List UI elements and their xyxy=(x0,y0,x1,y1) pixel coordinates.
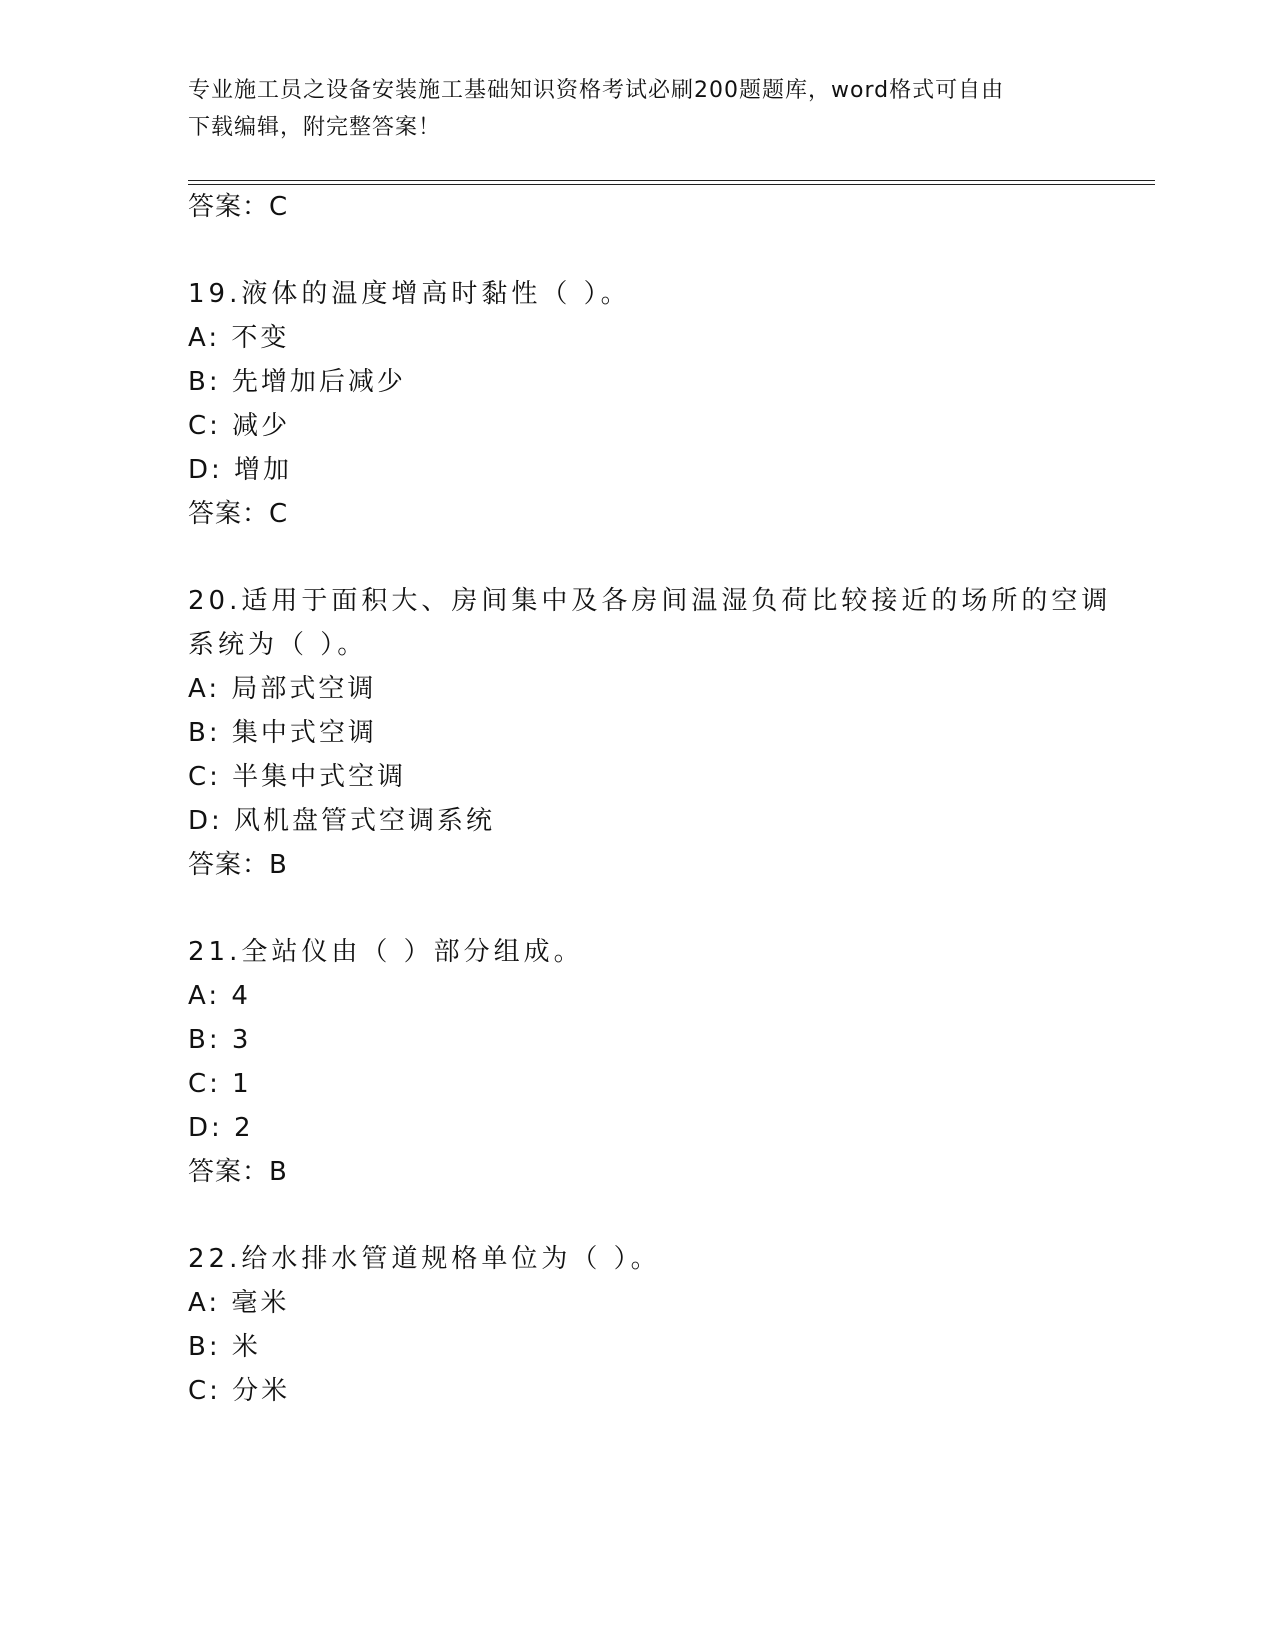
option-19-c: C: 减少 xyxy=(188,411,291,441)
option-21-d: D: 2 xyxy=(188,1113,254,1143)
option-21-c: C: 1 xyxy=(188,1069,252,1099)
option-19-a: A: 不变 xyxy=(188,323,290,353)
option-20-c: C: 半集中式空调 xyxy=(188,762,407,792)
option-20-d: D: 风机盘管式空调系统 xyxy=(188,806,496,836)
answer-18: 答案：C xyxy=(188,192,289,222)
answer-20: 答案：B xyxy=(188,850,288,880)
question-21: 21.全站仪由（ ）部分组成。 xyxy=(188,937,584,967)
question-22: 22.给水排水管道规格单位为（ ）。 xyxy=(188,1244,661,1274)
option-21-a: A: 4 xyxy=(188,981,251,1011)
header-line-1: 专业施工员之设备安装施工基础知识资格考试必刷200题题库，word格式可自由 xyxy=(188,78,1005,103)
option-22-a: A: 毫米 xyxy=(188,1288,290,1318)
document-header xyxy=(188,72,1088,146)
question-19: 19.液体的温度增高时黏性（ ）。 xyxy=(188,279,631,309)
question-20-line-2: 系统为（ ）。 xyxy=(188,630,368,660)
header-divider xyxy=(188,180,1155,185)
option-20-a: A: 局部式空调 xyxy=(188,674,377,704)
option-19-d: D: 增加 xyxy=(188,455,293,485)
option-21-b: B: 3 xyxy=(188,1025,252,1055)
option-22-b: B: 米 xyxy=(188,1332,261,1362)
question-20-line-1: 20.适用于面积大、房间集中及各房间温湿负荷比较接近的场所的空调 xyxy=(188,586,1112,616)
answer-21: 答案：B xyxy=(188,1157,288,1187)
option-22-c: C: 分米 xyxy=(188,1376,291,1406)
answer-19: 答案：C xyxy=(188,499,289,529)
header-line-2: 下载编辑，附完整答案！ xyxy=(188,115,442,140)
option-20-b: B: 集中式空调 xyxy=(188,718,377,748)
option-19-b: B: 先增加后减少 xyxy=(188,367,406,397)
